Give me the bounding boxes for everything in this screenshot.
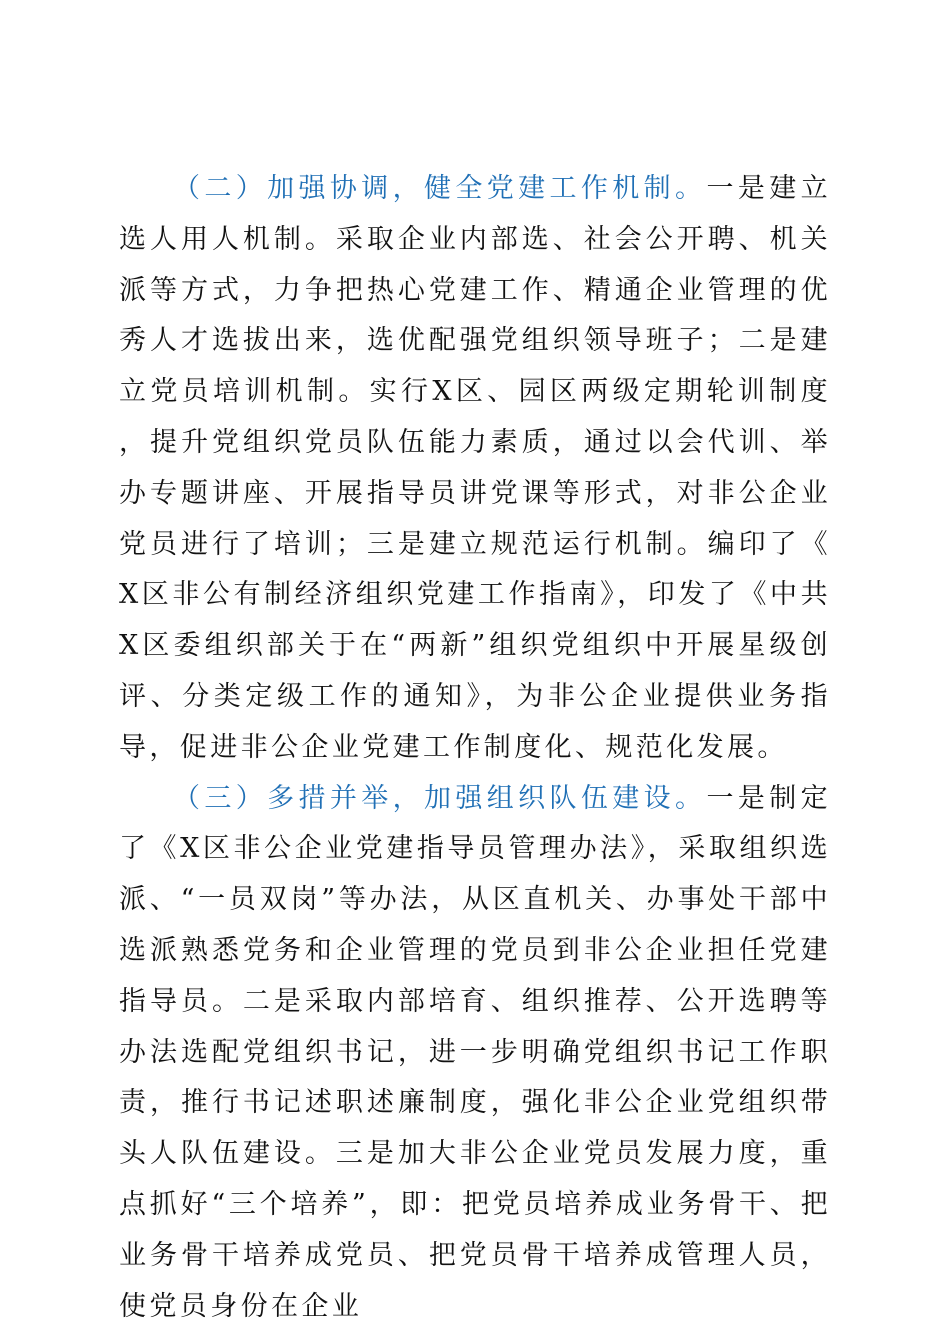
section-body-3: 一是制定了《X区非公企业党建指导员管理办法》，采取组织选派、“一员双岗”等办法，从区直机关、办事处干部中选派熟悉党务和企业管理的党员到非公企业担任党建指导员。二是采取内部培育、组织推荐、公开选聘等办法选配党组织书记，进一步明确党组织书记工作职责，推行书记述职述廉制度，强化非公企业党组织带头人队伍建设。三是加大非公企业党员发展力度，重点抓好“三个培养”，即：把党员培养成业务骨干、把业务骨干培养成党员、把党员骨干培养成管理人员，使党员身份在企业 bbox=[119, 782, 831, 1322]
paragraph-section-3 bbox=[119, 774, 831, 1333]
section-heading-3: （三）多措并举，加强组织队伍建设。 bbox=[173, 782, 707, 814]
section-body-2: 一是建立选人用人机制。采取企业内部选、社会公开聘、机关派等方式，力争把热心党建工作、精通企业管理的优秀人才选拔出来，选优配强党组织领导班子；二是建立党员培训机制。实行X区、园区两级定期轮训制度，提升党组织党员队伍能力素质，通过以会代训、举办专题讲座、开展指导员讲党课等形式，对非公企业党员进行了培训；三是建立规范运行机制。编印了《X区非公有制经济组织党建工作指南》，印发了《中共X区委组织部关于在“两新”组织党组织中开展星级创评、分类定级工作的通知》，为非公企业提供业务指导，促进非公企业党建工作制度化、规范化发展。 bbox=[119, 173, 831, 763]
section-heading-2: （二）加强协调，健全党建工作机制。 bbox=[173, 173, 707, 204]
paragraph-section-2 bbox=[119, 164, 831, 774]
document-body bbox=[119, 164, 831, 1332]
